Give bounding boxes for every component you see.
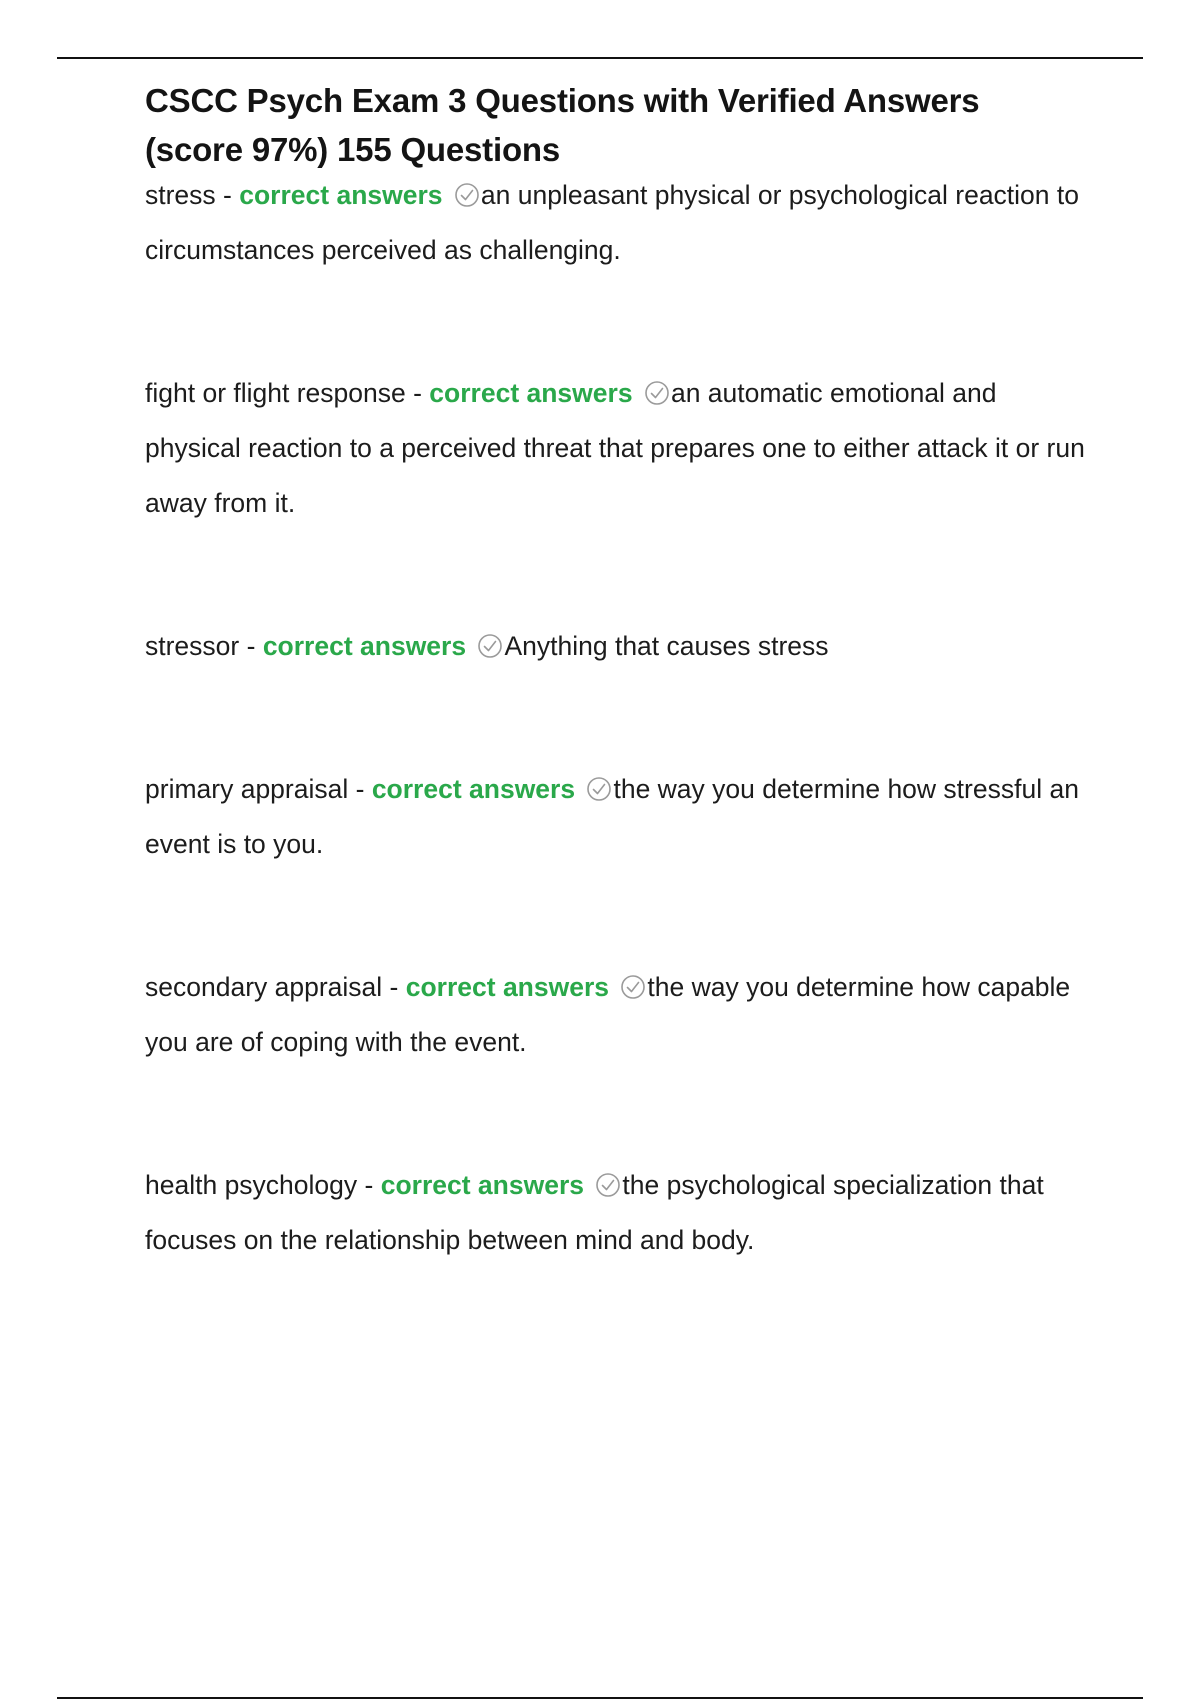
qa-item xyxy=(145,960,1085,1070)
qa-term: primary appraisal xyxy=(145,774,349,804)
check-circle-icon xyxy=(454,182,480,208)
qa-definition: an unpleasant physical or psychological reaction to circumstances perceived as challenging. xyxy=(145,180,1079,265)
qa-list xyxy=(145,168,1085,1268)
qa-item xyxy=(145,168,1085,278)
qa-definition: the way you determine how stressful an event is to you. xyxy=(145,774,1079,859)
correct-answers-label: correct answers xyxy=(405,972,610,1002)
check-circle-icon xyxy=(595,1172,621,1198)
qa-term: fight or flight response xyxy=(145,378,406,408)
qa-item xyxy=(145,1158,1085,1268)
qa-term: stressor xyxy=(145,631,240,661)
qa-separator: - xyxy=(357,1170,381,1200)
check-circle-icon xyxy=(644,380,670,406)
qa-item xyxy=(145,762,1085,872)
qa-item xyxy=(145,366,1085,531)
correct-answers-label: correct answers xyxy=(380,1170,584,1200)
qa-separator: - xyxy=(239,631,263,661)
document-body xyxy=(145,76,1085,1356)
check-circle-icon xyxy=(620,974,646,1000)
qa-separator: - xyxy=(348,774,372,804)
correct-answers-label: correct answers xyxy=(371,774,576,804)
correct-answers-label: correct answers xyxy=(429,378,633,408)
qa-item xyxy=(145,619,1085,674)
qa-term: health psychology xyxy=(145,1170,358,1200)
qa-definition: the way you determine how capable you are of coping with the event. xyxy=(145,972,1071,1057)
qa-separator: - xyxy=(215,180,240,210)
qa-definition: Anything that causes stress xyxy=(504,631,829,661)
qa-term: secondary appraisal xyxy=(145,972,383,1002)
qa-separator: - xyxy=(405,378,430,408)
correct-answers-label: correct answers xyxy=(262,631,467,661)
qa-definition: the psychological specialization that focuses on the relationship between mind and body. xyxy=(145,1170,1044,1255)
qa-definition: an automatic emotional and physical reaction to a perceived threat that prepares one to either attack it or run away from it. xyxy=(145,378,1085,518)
top-divider xyxy=(57,57,1143,59)
bottom-divider xyxy=(57,1697,1143,1699)
check-circle-icon xyxy=(586,776,612,802)
document-title: CSCC Psych Exam 3 Questions with Verified Answers (score 97%) 155 Questions xyxy=(145,82,980,168)
check-circle-icon xyxy=(477,633,503,659)
qa-term: stress xyxy=(145,180,216,210)
correct-answers-label: correct answers xyxy=(239,180,443,210)
qa-separator: - xyxy=(382,972,406,1002)
